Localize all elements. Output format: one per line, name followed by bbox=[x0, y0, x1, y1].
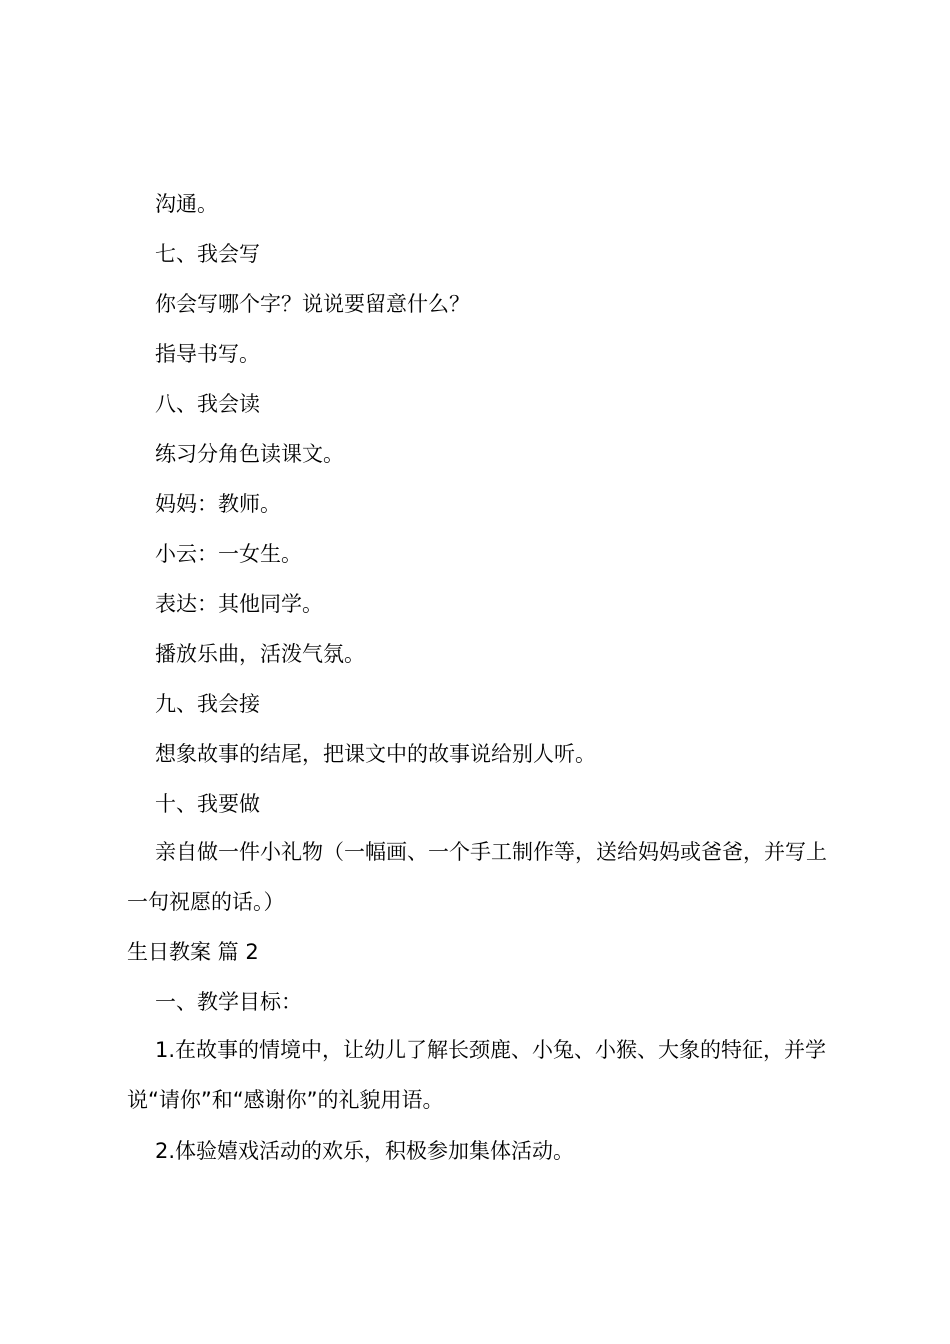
paragraph-line: 2.体验嬉戏活动的欢乐，积极参加集体活动。 bbox=[155, 1139, 575, 1163]
paragraph-line: 妈妈：教师。 bbox=[155, 492, 281, 516]
section-heading-1: 一、教学目标： bbox=[155, 990, 302, 1014]
paragraph-line: 练习分角色读课文。 bbox=[155, 442, 344, 466]
paragraph-line: 小云：一女生。 bbox=[155, 542, 302, 566]
paragraph-line: 表达：其他同学。 bbox=[155, 592, 323, 616]
lesson-title: 生日教案 篇 2 bbox=[127, 940, 259, 964]
section-heading-9: 九、我会接 bbox=[155, 692, 260, 716]
paragraph-line: 播放乐曲，活泼气氛。 bbox=[155, 642, 365, 666]
paragraph-line: 沟通。 bbox=[155, 192, 218, 216]
paragraph-line: 指导书写。 bbox=[155, 342, 260, 366]
paragraph-line: 想象故事的结尾，把课文中的故事说给别人听。 bbox=[155, 742, 596, 766]
paragraph-line: 你会写哪个字？说说要留意什么？ bbox=[155, 292, 470, 316]
section-heading-8: 八、我会读 bbox=[155, 392, 260, 416]
section-heading-7: 七、我会写 bbox=[155, 242, 260, 266]
section-heading-10: 十、我要做 bbox=[155, 792, 260, 816]
paragraph-wrapped: 亲自做一件小礼物（一幅画、一个手工制作等，送给妈妈或爸爸，并写上一句祝愿的话。） bbox=[127, 840, 827, 914]
paragraph-wrapped: 1.在故事的情境中，让幼儿了解长颈鹿、小兔、小猴、大象的特征，并学说“请你”和“感谢你”的礼貌用语。 bbox=[127, 1038, 827, 1112]
